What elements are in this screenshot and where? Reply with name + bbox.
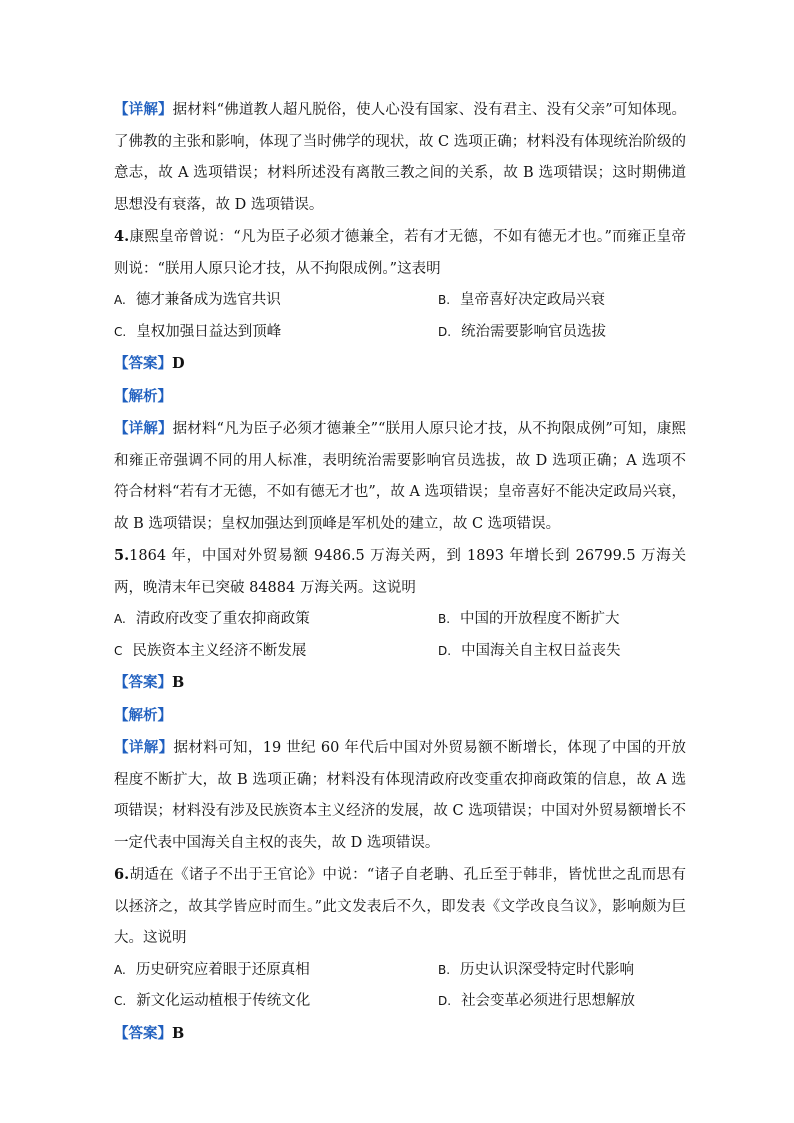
option-letter: B. <box>438 962 451 977</box>
option-text: 皇权加强日益达到顶峰 <box>136 323 282 340</box>
option-text: 历史研究应着眼于还原真相 <box>135 961 310 978</box>
option-text: 中国海关自主权日益丧失 <box>461 642 621 659</box>
document-page <box>114 94 686 1050</box>
question-5-option-c <box>114 636 438 668</box>
option-text: 清政府改变了重农抑商政策 <box>135 611 310 627</box>
answer-tag: 【答案】 <box>114 674 172 691</box>
option-letter: A. <box>114 962 126 977</box>
option-text: 民族资本主义经济不断发展 <box>132 642 307 659</box>
option-text: 中国的开放程度不断扩大 <box>460 611 620 627</box>
question-6-number: 6. <box>114 866 130 883</box>
option-text: 德才兼备成为选官共识 <box>135 292 281 308</box>
question-4-stem <box>114 221 686 285</box>
question-4-number: 4. <box>114 228 130 245</box>
question-5-option-b <box>438 604 686 636</box>
answer-value: B <box>172 674 185 691</box>
option-letter: C. <box>114 994 127 1008</box>
question-4-answer <box>114 348 686 381</box>
question-6-answer <box>114 1018 686 1051</box>
q3-detail <box>114 94 686 221</box>
question-4-option-b <box>438 285 686 317</box>
option-letter: D. <box>438 324 452 339</box>
option-letter: B. <box>438 612 451 626</box>
question-5-option-d <box>438 636 686 668</box>
question-4-detail-text: 据材料“凡为臣子必须才德兼全”“朕用人原只论才技，从不拘限成例”可知，康熙和雍正帝强调不同的用人标准，表明统治需要影响官员选拔，故 D 选项正确；A 选项不符合材料“若有才无德，不如有德无才也”，故 A 选项错误；皇帝喜好不能决定政局兴衰，故 B 选项错误；皇权加强达到顶峰是军机处的建立，故 C 选项错误。 <box>114 421 687 532</box>
question-5-stem <box>114 540 686 604</box>
question-6-option-d <box>438 986 686 1018</box>
question-6-stem <box>114 859 686 955</box>
question-5-analysis <box>114 700 686 733</box>
question-5-detail <box>114 732 686 859</box>
answer-value: B <box>172 1024 185 1042</box>
option-text: 社会变革必须进行思想解放 <box>461 993 636 1009</box>
question-6-option-a <box>114 955 438 987</box>
question-5-options <box>114 604 686 667</box>
question-5-text: 1864 年，中国对外贸易额 9486.5 万海关两，到 1893 年增长到 26799.5 万海关两，晚清末年已突破 84884 万海关两。这说明 <box>114 548 686 596</box>
question-4-option-c <box>114 317 438 349</box>
option-letter: A. <box>114 293 126 307</box>
option-letter: D. <box>438 994 452 1008</box>
analysis-tag: 【解析】 <box>114 706 172 724</box>
detail-tag: 【详解】 <box>114 420 173 437</box>
question-5-detail-text: 据材料可知，19 世纪 60 年代后中国对外贸易额不断增长，体现了中国的开放程度不断扩大，故 B 选项正确；材料没有体现清政府改变重农抑商政策的信息，故 A 选项错误；材料没有涉及民族资本主义经济的发展，故 C 选项错误；中国对外贸易额增长不一定代表中国海关自主权的丧失，故 D 选项错误。 <box>114 740 687 851</box>
option-text: 新文化运动植根于传统文化 <box>136 993 311 1009</box>
detail-tag: 【详解】 <box>114 739 174 756</box>
question-5-answer <box>114 667 686 700</box>
q3-detail-text: 据材料“佛道教人超凡脱俗，使人心没有国家、没有君主、没有父亲”可知体现。了佛教的主张和影响，体现了当时佛学的现状，故 C 选项正确；材料没有体现统治阶级的意志，故 A 选项错误；材料所述没有离散三教之间的关系，故 B 选项错误；这时期佛道思想没有衰落，故 D 选项错误。 <box>114 102 687 213</box>
option-letter: A. <box>114 612 126 626</box>
question-4-option-d <box>438 317 686 349</box>
question-4-options <box>114 285 686 348</box>
question-4-option-a <box>114 285 438 317</box>
option-letter: B. <box>438 293 451 307</box>
option-text: 历史认识深受特定时代影响 <box>460 961 635 978</box>
question-6-text: 胡适在《诸子不出于王官论》中说：“诸子自老聃、孔丘至于韩非，皆忧世之乱而思有以拯济之，故其学皆应时而生。”此文发表后不久，即发表《文学改良刍议》，影响颇为巨大。这说明 <box>114 867 686 946</box>
option-letter: D. <box>438 643 452 658</box>
question-5-number: 5. <box>114 547 130 564</box>
detail-tag: 【详解】 <box>114 101 173 118</box>
analysis-tag: 【解析】 <box>114 387 172 405</box>
question-6-options <box>114 955 686 1018</box>
option-text: 统治需要影响官员选拔 <box>461 323 607 340</box>
option-letter: C <box>114 643 123 658</box>
question-4-analysis <box>114 381 686 414</box>
question-4-text: 康熙皇帝曾说：“凡为臣子必须才德兼全，若有才无德，不如有德无才也。”而雍正皇帝则说：“朕用人原只论才技，从不拘限成例。”这表明 <box>114 229 686 277</box>
question-5-option-a <box>114 604 438 636</box>
answer-tag: 【答案】 <box>114 355 172 372</box>
answer-value: D <box>172 355 185 372</box>
option-letter: C. <box>114 324 127 339</box>
option-text: 皇帝喜好决定政局兴衰 <box>460 292 606 308</box>
question-4-detail <box>114 413 686 540</box>
question-6-option-b <box>438 955 686 987</box>
answer-tag: 【答案】 <box>114 1024 172 1042</box>
question-6-option-c <box>114 986 438 1018</box>
